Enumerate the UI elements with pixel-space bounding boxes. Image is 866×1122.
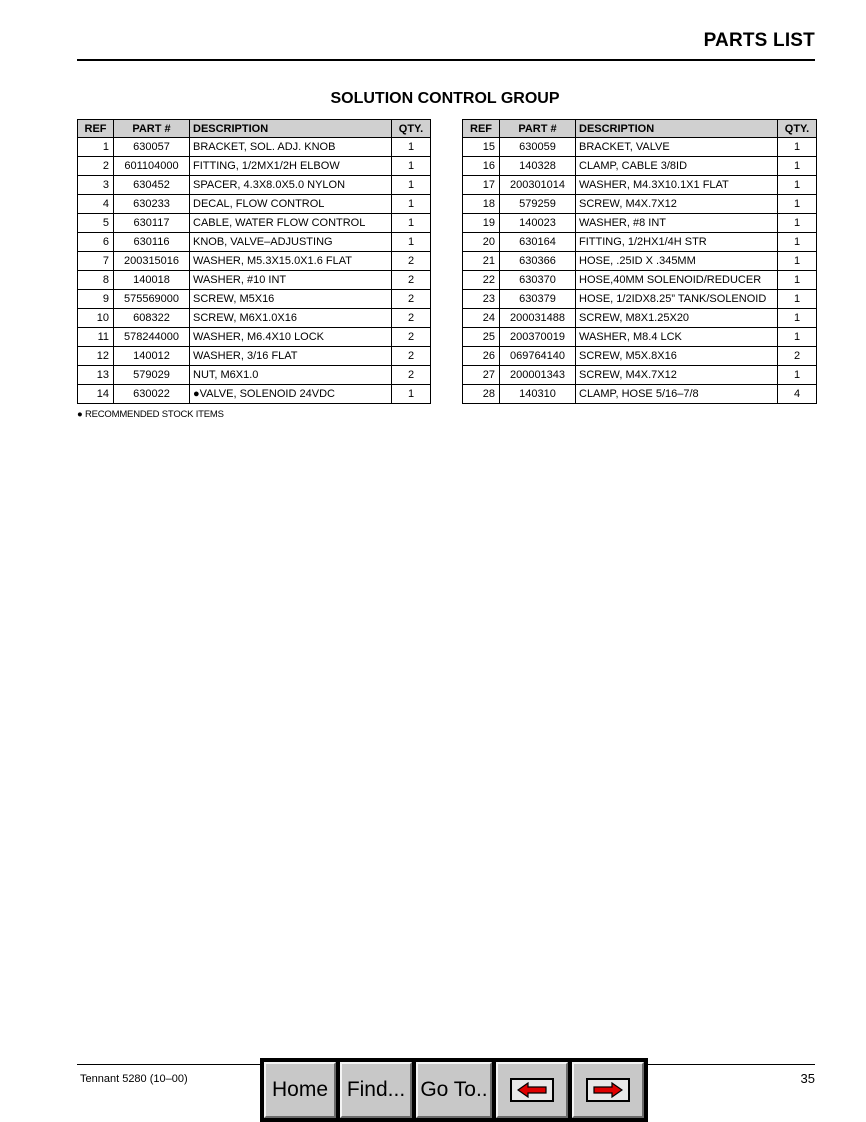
qty-cell: 2: [392, 347, 431, 366]
document-id: Tennant 5280 (10–00): [80, 1073, 188, 1085]
part-number-cell: 140310: [500, 385, 576, 404]
column-header-qty: QTY.: [392, 120, 431, 138]
description-cell: SCREW, M4X.7X12: [576, 195, 778, 214]
qty-cell: 1: [778, 328, 817, 347]
ref-cell: 20: [463, 233, 500, 252]
description-cell: DECAL, FLOW CONTROL: [190, 195, 392, 214]
description-cell: WASHER, M4.3X10.1X1 FLAT: [576, 176, 778, 195]
qty-cell: 1: [778, 233, 817, 252]
qty-cell: 1: [392, 233, 431, 252]
table-row: [463, 157, 817, 176]
page-number: 35: [800, 1071, 815, 1086]
previous-page-button[interactable]: [496, 1062, 568, 1118]
description-cell: BRACKET, SOL. ADJ. KNOB: [190, 138, 392, 157]
qty-cell: 2: [392, 309, 431, 328]
part-number-cell: 579259: [500, 195, 576, 214]
ref-cell: 13: [78, 366, 114, 385]
ref-cell: 21: [463, 252, 500, 271]
part-number-cell: 069764140: [500, 347, 576, 366]
description-cell: WASHER, #8 INT: [576, 214, 778, 233]
table-header-row: [78, 120, 431, 138]
table-row: [463, 233, 817, 252]
ref-cell: 14: [78, 385, 114, 404]
ref-cell: 10: [78, 309, 114, 328]
next-page-button[interactable]: [572, 1062, 644, 1118]
description-cell: SCREW, M5X16: [190, 290, 392, 309]
table-row: [78, 214, 431, 233]
qty-cell: 1: [778, 309, 817, 328]
part-number-cell: 608322: [114, 309, 190, 328]
qty-cell: 2: [392, 366, 431, 385]
description-cell: WASHER, 3/16 FLAT: [190, 347, 392, 366]
ref-cell: 5: [78, 214, 114, 233]
table-row: [463, 385, 817, 404]
column-header-qty: QTY.: [778, 120, 817, 138]
ref-cell: 23: [463, 290, 500, 309]
table-row: [463, 347, 817, 366]
qty-cell: 1: [392, 385, 431, 404]
qty-cell: 1: [778, 138, 817, 157]
group-title: SOLUTION CONTROL GROUP: [330, 90, 560, 107]
part-number-cell: 630379: [500, 290, 576, 309]
part-number-cell: 630370: [500, 271, 576, 290]
description-cell: WASHER, M6.4X10 LOCK: [190, 328, 392, 347]
navigation-bar: [260, 1058, 648, 1122]
part-number-cell: 575569000: [114, 290, 190, 309]
part-number-cell: 200031488: [500, 309, 576, 328]
description-cell: FITTING, 1/2MX1/2H ELBOW: [190, 157, 392, 176]
table-row: [78, 195, 431, 214]
table-row: [78, 157, 431, 176]
part-number-cell: 140018: [114, 271, 190, 290]
table-row: [463, 328, 817, 347]
table-row: [463, 366, 817, 385]
table-header-row: [463, 120, 817, 138]
table-row: [463, 290, 817, 309]
qty-cell: 1: [778, 366, 817, 385]
part-number-cell: 200370019: [500, 328, 576, 347]
table-row: [463, 214, 817, 233]
table-row: [78, 233, 431, 252]
qty-cell: 1: [392, 176, 431, 195]
ref-cell: 8: [78, 271, 114, 290]
ref-cell: 26: [463, 347, 500, 366]
part-number-cell: 200301014: [500, 176, 576, 195]
ref-cell: 12: [78, 347, 114, 366]
part-number-cell: 630057: [114, 138, 190, 157]
table-row: [78, 252, 431, 271]
ref-cell: 1: [78, 138, 114, 157]
right-arrow-icon: [586, 1078, 630, 1102]
description-cell: BRACKET, VALVE: [576, 138, 778, 157]
column-header-part: PART #: [114, 120, 190, 138]
qty-cell: 2: [392, 328, 431, 347]
qty-cell: 1: [392, 195, 431, 214]
description-cell: FITTING, 1/2HX1/4H STR: [576, 233, 778, 252]
page-title: PARTS LIST: [703, 30, 815, 51]
table-row: [78, 328, 431, 347]
part-number-cell: 630022: [114, 385, 190, 404]
part-number-cell: 630164: [500, 233, 576, 252]
column-header-description: DESCRIPTION: [190, 120, 392, 138]
description-cell: SCREW, M6X1.0X16: [190, 309, 392, 328]
table-row: [78, 385, 431, 404]
part-number-cell: 630117: [114, 214, 190, 233]
table-row: [78, 176, 431, 195]
right-arrow-shape: [593, 1082, 623, 1098]
description-cell: SCREW, M8X1.25X20: [576, 309, 778, 328]
qty-cell: 1: [778, 195, 817, 214]
ref-cell: 25: [463, 328, 500, 347]
qty-cell: 2: [392, 252, 431, 271]
description-cell: HOSE,40MM SOLENOID/REDUCER: [576, 271, 778, 290]
table-row: [78, 138, 431, 157]
left-arrow-icon: [510, 1078, 554, 1102]
ref-cell: 19: [463, 214, 500, 233]
description-cell: SCREW, M5X.8X16: [576, 347, 778, 366]
qty-cell: 1: [778, 290, 817, 309]
ref-cell: 3: [78, 176, 114, 195]
table-row: [463, 271, 817, 290]
description-cell: SCREW, M4X.7X12: [576, 366, 778, 385]
part-number-cell: 630116: [114, 233, 190, 252]
column-header-description: DESCRIPTION: [576, 120, 778, 138]
ref-cell: 18: [463, 195, 500, 214]
qty-cell: 2: [778, 347, 817, 366]
description-cell: WASHER, M8.4 LCK: [576, 328, 778, 347]
ref-cell: 27: [463, 366, 500, 385]
qty-cell: 1: [392, 138, 431, 157]
table-row: [78, 309, 431, 328]
ref-cell: 2: [78, 157, 114, 176]
header-divider: [77, 59, 815, 61]
part-number-cell: 630059: [500, 138, 576, 157]
ref-cell: 28: [463, 385, 500, 404]
ref-cell: 7: [78, 252, 114, 271]
ref-cell: 4: [78, 195, 114, 214]
part-number-cell: 578244000: [114, 328, 190, 347]
find-button[interactable]: Find...: [340, 1062, 412, 1118]
description-cell: CLAMP, HOSE 5/16–7/8: [576, 385, 778, 404]
ref-cell: 17: [463, 176, 500, 195]
column-header-part: PART #: [500, 120, 576, 138]
parts-table-right: [462, 119, 817, 404]
table-row: [78, 347, 431, 366]
part-number-cell: 200001343: [500, 366, 576, 385]
part-number-cell: 140328: [500, 157, 576, 176]
qty-cell: 2: [392, 290, 431, 309]
ref-cell: 6: [78, 233, 114, 252]
part-number-cell: 630233: [114, 195, 190, 214]
table-row: [463, 138, 817, 157]
part-number-cell: 630366: [500, 252, 576, 271]
description-cell: SPACER, 4.3X8.0X5.0 NYLON: [190, 176, 392, 195]
part-number-cell: 200315016: [114, 252, 190, 271]
table-row: [78, 271, 431, 290]
description-cell: CLAMP, CABLE 3/8ID: [576, 157, 778, 176]
ref-cell: 24: [463, 309, 500, 328]
table-row: [463, 252, 817, 271]
description-cell: WASHER, M5.3X15.0X1.6 FLAT: [190, 252, 392, 271]
part-number-cell: 630452: [114, 176, 190, 195]
parts-table-left: [77, 119, 431, 404]
ref-cell: 16: [463, 157, 500, 176]
column-header-ref: REF: [463, 120, 500, 138]
table-row: [78, 366, 431, 385]
table-row: [463, 309, 817, 328]
description-cell: ●VALVE, SOLENOID 24VDC: [190, 385, 392, 404]
part-number-cell: 579029: [114, 366, 190, 385]
description-cell: HOSE, .25ID X .345MM: [576, 252, 778, 271]
description-cell: WASHER, #10 INT: [190, 271, 392, 290]
ref-cell: 9: [78, 290, 114, 309]
ref-cell: 15: [463, 138, 500, 157]
qty-cell: 1: [778, 252, 817, 271]
qty-cell: 1: [392, 214, 431, 233]
goto-button[interactable]: Go To..: [416, 1062, 492, 1118]
column-header-ref: REF: [78, 120, 114, 138]
table-row: [463, 195, 817, 214]
description-cell: NUT, M6X1.0: [190, 366, 392, 385]
ref-cell: 11: [78, 328, 114, 347]
description-cell: KNOB, VALVE–ADJUSTING: [190, 233, 392, 252]
description-cell: CABLE, WATER FLOW CONTROL: [190, 214, 392, 233]
table-row: [463, 176, 817, 195]
part-number-cell: 140012: [114, 347, 190, 366]
qty-cell: 4: [778, 385, 817, 404]
description-cell: HOSE, 1/2IDX8.25” TANK/SOLENOID: [576, 290, 778, 309]
part-number-cell: 601104000: [114, 157, 190, 176]
ref-cell: 22: [463, 271, 500, 290]
footnote: ● RECOMMENDED STOCK ITEMS: [77, 409, 224, 420]
qty-cell: 1: [778, 214, 817, 233]
left-arrow-shape: [517, 1082, 547, 1098]
qty-cell: 1: [778, 176, 817, 195]
home-button[interactable]: Home: [264, 1062, 336, 1118]
part-number-cell: 140023: [500, 214, 576, 233]
table-row: [78, 290, 431, 309]
qty-cell: 2: [392, 271, 431, 290]
qty-cell: 1: [778, 157, 817, 176]
qty-cell: 1: [778, 271, 817, 290]
qty-cell: 1: [392, 157, 431, 176]
